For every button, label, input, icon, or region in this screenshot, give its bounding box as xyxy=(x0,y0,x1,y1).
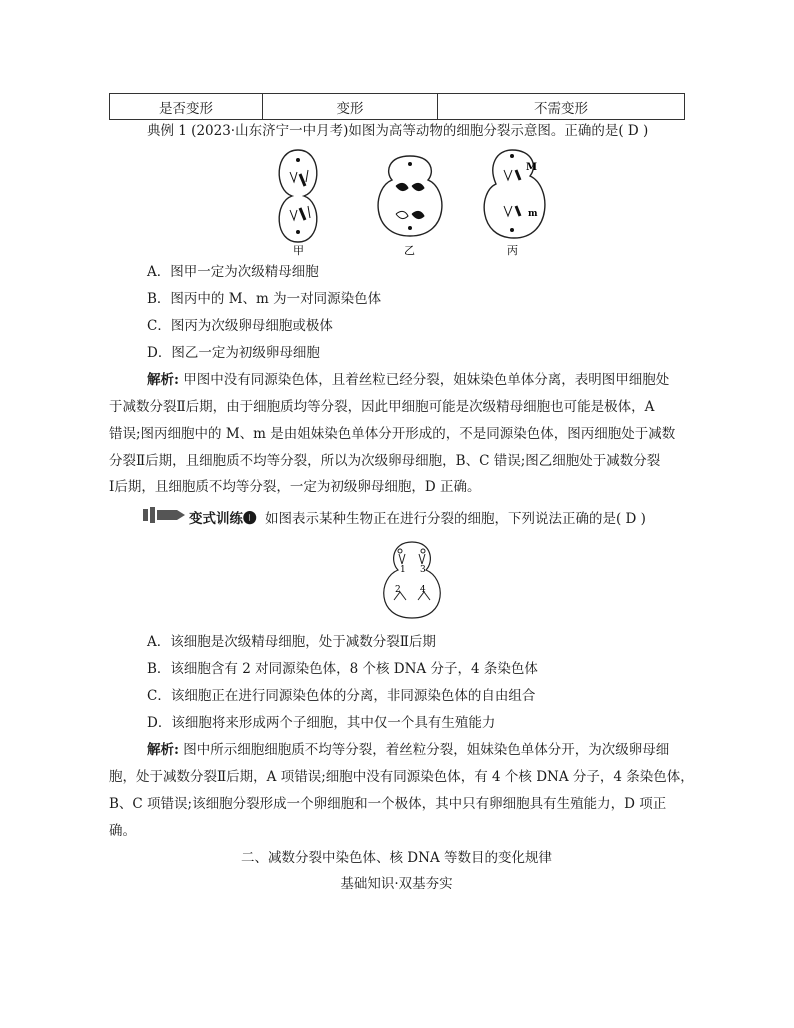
fig-label-bing: 丙 xyxy=(507,244,518,257)
dividing-cell-figure xyxy=(372,538,452,624)
table-cell: 变形 xyxy=(263,94,438,120)
table-row xyxy=(110,94,685,120)
section-subheading: 基础知识·双基夯实 xyxy=(340,876,453,892)
option-d: D．该细胞将来形成两个子细胞，其中仅一个具有生殖能力 xyxy=(147,715,496,731)
analysis-line: 胞，处于减数分裂Ⅱ后期，A 项错误;细胞中没有同源染色体，有 4 个核 DNA 分子，4 条染色体， xyxy=(109,769,694,785)
header-table xyxy=(109,93,685,120)
analysis-label: 解析: xyxy=(147,372,179,388)
table-cell: 不需变形 xyxy=(438,94,685,120)
chromosome-number: 2 xyxy=(395,585,401,595)
option-a: A．图甲一定为次级精母细胞 xyxy=(147,264,319,280)
analysis-line: 确。 xyxy=(109,823,136,839)
analysis-line: 于减数分裂Ⅱ后期，由于细胞质均等分裂，因此甲细胞可能是次级精母细胞也可能是极体，A xyxy=(109,399,655,415)
option-b: B．该细胞含有 2 对同源染色体，8 个核 DNA 分子，4 条染色体 xyxy=(147,661,538,677)
analysis-line: 解析: 图中所示细胞细胞质不均等分裂，着丝粒分裂，姐妹染色单体分开，为次级卵母细 xyxy=(147,742,670,758)
marker-M: M xyxy=(526,162,538,173)
example1-stem: 典例 1 (2023·山东济宁一中月考)如图为高等动物的细胞分裂示意图。正确的是( D ) xyxy=(147,123,649,139)
section-heading: 二、减数分裂中染色体、核 DNA 等数目的变化规律 xyxy=(241,850,552,866)
marker-m: m xyxy=(528,209,538,219)
analysis-line: 解析: 甲图中没有同源染色体，且着丝粒已经分裂，姐妹染色单体分离，表明图甲细胞处 xyxy=(147,372,670,388)
option-a: A．该细胞是次级精母细胞，处于减数分裂Ⅱ后期 xyxy=(147,634,436,650)
table-cell: 是否变形 xyxy=(110,94,263,120)
analysis-line: B、C 项错误;该细胞分裂形成一个卵细胞和一个极体，其中只有卵细胞具有生殖能力，D 项正 xyxy=(109,796,667,812)
chromosome-number: 3 xyxy=(420,565,426,575)
chromosome-number: 4 xyxy=(420,585,426,595)
chromosome-number: 1 xyxy=(400,565,406,575)
option-c: C．图丙为次级卵母细胞或极体 xyxy=(147,318,333,334)
analysis-line: Ⅰ后期，且细胞质不均等分裂，一定为初级卵母细胞，D 正确。 xyxy=(109,479,481,495)
variant-title: 变式训练❶ xyxy=(189,511,257,527)
fig-label-jia: 甲 xyxy=(293,244,304,257)
option-b: B．图丙中的 M、m 为一对同源染色体 xyxy=(147,291,382,307)
analysis-label: 解析: xyxy=(147,742,179,758)
fig-label-yi: 乙 xyxy=(404,244,415,257)
option-d: D．图乙一定为初级卵母细胞 xyxy=(147,345,320,361)
variant-stem: 如图表示某种生物正在进行分裂的细胞，下列说法正确的是( D ) xyxy=(265,511,646,527)
pen-icon xyxy=(143,506,187,524)
analysis-line: 错误;图丙细胞中的 M、m 是由姐妹染色单体分开形成的，不是同源染色体，图丙细胞处于减数 xyxy=(109,426,676,442)
analysis-line: 分裂Ⅱ后期，且细胞质不均等分裂，所以为次级卵母细胞，B、C 错误;图乙细胞处于减数分裂 xyxy=(109,453,661,469)
option-c: C．该细胞正在进行同源染色体的分离，非同源染色体的自由组合 xyxy=(147,688,536,704)
cell-division-figure xyxy=(260,144,560,260)
